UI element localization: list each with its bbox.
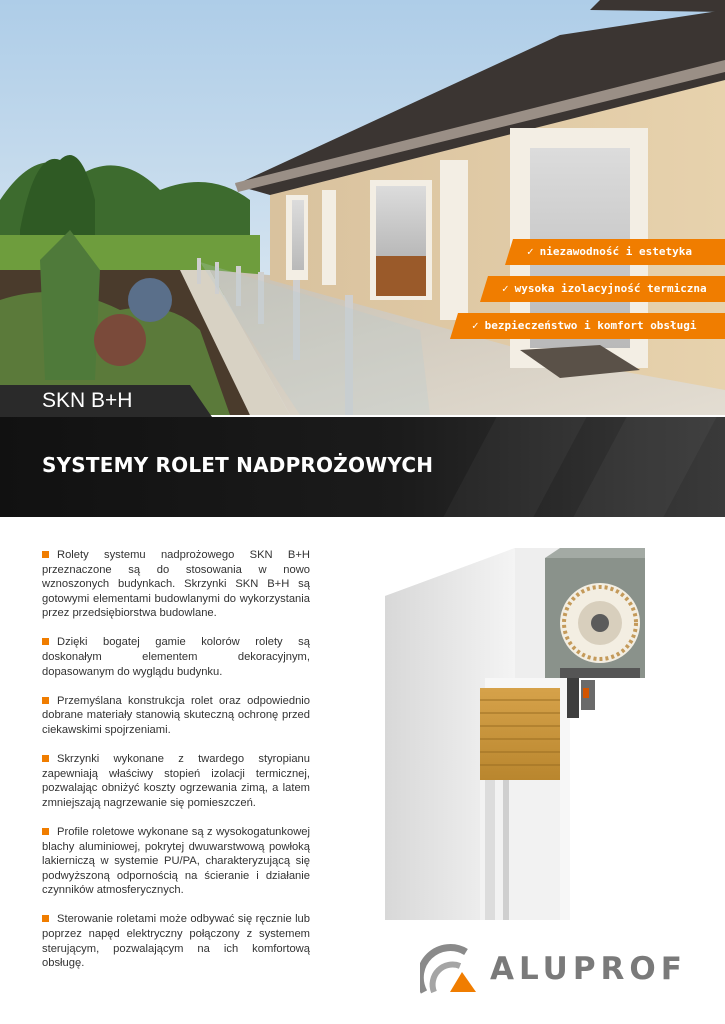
paragraph-6 <box>42 912 310 970</box>
feature-label: bezpieczeństwo i komfort obsługi <box>484 319 697 332</box>
product-name-tab: SKN B+H <box>0 385 190 417</box>
band-stripe <box>443 417 586 517</box>
feature-badge-safety <box>458 313 725 339</box>
description-column <box>42 548 310 985</box>
check-icon: ✓ <box>472 319 479 332</box>
paragraph-2 <box>42 635 310 679</box>
shutter-box-cross-section <box>355 548 725 920</box>
page-title: SYSTEMY ROLET NADPROŻOWYCH <box>42 453 434 477</box>
bullet-square-icon <box>42 755 49 762</box>
feature-label: wysoka izolacyjność termiczna <box>514 282 707 295</box>
bullet-square-icon <box>42 915 49 922</box>
paragraph-text: Dzięki bogatej gamie kolorów rolety są doskonałym elementem dekoracyjnym, dopasowanym do wyglądu budynku. <box>42 636 310 678</box>
bullet-square-icon <box>42 828 49 835</box>
paragraph-3 <box>42 694 310 738</box>
check-icon: ✓ <box>502 282 509 295</box>
house-terrace-photo <box>0 0 725 415</box>
bullet-square-icon <box>42 551 49 558</box>
paragraph-text: Skrzynki wykonane z twardego styropianu zapewniają właściwy stopień izolacji termicznej, pozwalając obniżyć koszty ogrzewania zimą, a latem zmniejszają nagrzewanie się pomieszczeń. <box>42 753 310 809</box>
aluprof-logo <box>420 942 710 994</box>
hero-photo <box>0 0 725 415</box>
bullet-square-icon <box>42 638 49 645</box>
paragraph-text: Sterowanie roletami może odbywać się ręcznie lub poprzez napęd elektryczny połączony z systemem sterującym, pozwalającym na ich komfortową obsługę. <box>42 913 310 970</box>
paragraph-1 <box>42 548 310 621</box>
paragraph-text: Rolety systemu nadprożowego SKN B+H przeznaczone są do stosowania w nowo wznoszonych budynkach. Skrzynki SKN B+H są gotowymi elementami budowlanymi do wykorzystania przez przedsiębiorstwa budowlane. <box>42 549 310 620</box>
paragraph-text: Przemyślana konstrukcja rolet oraz odpowiednio dobrane materiały stanowią skuteczną ochronę przed ciekawskimi spojrzeniami. <box>42 694 310 736</box>
brand-name: ALUPROF <box>490 951 687 987</box>
band-stripe <box>573 417 716 517</box>
paragraph-5 <box>42 825 310 898</box>
paragraph-4 <box>42 752 310 810</box>
roller-shutter-box-illustration <box>355 548 725 920</box>
feature-label: niezawodność i estetyka <box>539 245 692 258</box>
paragraph-text: Profile roletowe wykonane są z wysokogatunkowej blachy aluminiowej, pokrytej dwuwarstwową powłoką lakierniczą w systemie PU/PA, charakteryzującą się podwyższoną odpornością na ścieranie i działanie czynników atmosferycznych. <box>42 825 310 897</box>
bullet-square-icon <box>42 697 49 704</box>
check-icon: ✓ <box>527 245 534 258</box>
feature-badge-insulation <box>488 276 725 302</box>
title-band <box>0 417 725 517</box>
aluprof-logo-mark-icon <box>420 942 478 994</box>
feature-badge-reliability <box>513 239 725 265</box>
